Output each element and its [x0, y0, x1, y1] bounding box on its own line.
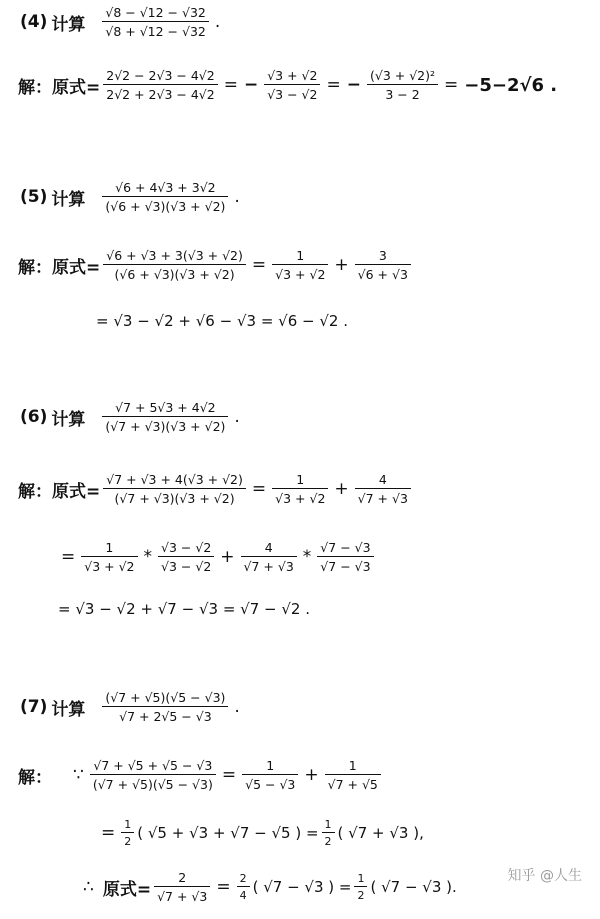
problem-5-simplification: = √3 − √2 + √6 − √3 = √6 − √2 . — [96, 312, 349, 330]
period: . — [214, 12, 221, 32]
problem-7-question — [20, 690, 243, 724]
term-f-numerator: 2 — [178, 870, 187, 885]
equals-sign: = — [101, 823, 116, 843]
fraction-bar — [102, 196, 228, 197]
plus-sign: + — [304, 765, 319, 785]
problem-6-verb: 计算 — [51, 409, 86, 430]
conjugate-d-fraction — [317, 540, 373, 574]
problem-7-line-2 — [98, 818, 424, 848]
half-denominator: 2 — [124, 835, 132, 848]
term-b-denominator: √7 + √5 — [327, 777, 378, 792]
problem-4-denominator: √8 + √12 − √32 — [105, 24, 206, 39]
problem-7-fraction — [102, 690, 228, 724]
problem-7-label: (7) — [20, 697, 48, 717]
fraction-bar — [241, 556, 297, 557]
problem-5-fraction — [102, 180, 228, 214]
problem-6-solution — [18, 472, 414, 506]
problem-6-line-2 — [58, 540, 377, 574]
half-fraction — [121, 818, 134, 848]
problem-4-numerator: √8 − √12 − √32 — [105, 5, 206, 20]
problem-7-line-3 — [80, 870, 457, 904]
therefore-symbol: ∴ — [83, 877, 94, 897]
fraction-bar — [325, 774, 381, 775]
problem-7-line-3-end: ( √7 − √3 ). — [370, 878, 457, 896]
term-a-denominator: √3 + √2 — [275, 491, 326, 506]
term-a-fraction — [272, 248, 328, 282]
step-3-fraction — [367, 68, 438, 102]
half-denominator: 2 — [324, 835, 332, 848]
step-2-denominator: √3 − √2 — [267, 87, 318, 102]
term-a-numerator: 1 — [266, 758, 275, 773]
half-denominator: 2 — [357, 889, 365, 902]
term-g-denominator: 4 — [239, 889, 247, 902]
fraction-bar — [322, 832, 335, 833]
problem-7-verb: 计算 — [51, 699, 86, 720]
solution-label: 解：原式= — [18, 77, 101, 98]
problem-4-label: (4) — [20, 12, 48, 32]
conjugate-c-numerator: √3 − √2 — [161, 540, 212, 555]
step-1-fraction — [90, 758, 216, 792]
fraction-bar — [355, 488, 411, 489]
term-a-fraction — [242, 758, 298, 792]
fraction-bar — [103, 264, 246, 265]
fraction-bar — [242, 774, 298, 775]
watermark: 知乎 @人生 — [507, 868, 582, 884]
problem-6-simplification: = √3 − √2 + √7 − √3 = √7 − √2 . — [58, 600, 311, 618]
term-f-denominator: √7 + √3 — [157, 889, 208, 904]
step-1-numerator: √7 + √5 + √5 − √3 — [93, 758, 213, 773]
fraction-bar — [102, 21, 209, 22]
multiply-sign: * — [302, 547, 312, 567]
problem-7-line-2-middle: ( √5 + √3 + √7 − √5 ) = — [137, 824, 319, 842]
term-a-denominator: √5 − √3 — [245, 777, 296, 792]
fraction-bar — [264, 84, 320, 85]
problem-5-solution — [18, 248, 414, 282]
fraction-bar — [102, 416, 228, 417]
problem-4-question — [20, 5, 223, 39]
fraction-bar — [121, 832, 134, 833]
problem-5-numerator: √6 + 4√3 + 3√2 — [115, 180, 216, 195]
term-f-fraction — [154, 870, 210, 904]
fraction-bar — [367, 84, 438, 85]
term-b-numerator: 4 — [264, 540, 273, 555]
problem-7-numerator: (√7 + √5)(√5 − √3) — [105, 690, 226, 705]
step-1-numerator: 2√2 − 2√3 − 4√2 — [106, 68, 215, 83]
term-b-fraction — [355, 248, 411, 282]
term-b-denominator: √7 + √3 — [357, 491, 408, 506]
term-b-numerator: 4 — [378, 472, 387, 487]
multiply-sign: * — [143, 547, 153, 567]
equals-sign: = — [326, 75, 341, 95]
plus-sign: + — [334, 479, 349, 499]
equals-sign: = — [444, 75, 459, 95]
half-numerator: 1 — [357, 872, 365, 885]
fraction-bar — [237, 886, 250, 887]
because-symbol: ∵ — [73, 765, 84, 785]
term-b-numerator: 3 — [378, 248, 387, 263]
step-2-fraction — [264, 68, 320, 102]
term-g-fraction — [237, 872, 250, 902]
problem-4-verb: 计算 — [51, 14, 86, 35]
solution-label: 解： — [18, 767, 52, 788]
conjugate-c-fraction — [158, 540, 214, 574]
fraction-bar — [317, 556, 373, 557]
minus-sign: − — [346, 75, 361, 95]
step-3-denominator: 3 − 2 — [385, 87, 420, 102]
step-3-numerator: (√3 + √2)² — [369, 68, 436, 83]
conjugate-d-numerator: √7 − √3 — [320, 540, 371, 555]
term-a-numerator: 1 — [296, 248, 305, 263]
half-fraction — [354, 872, 367, 902]
equals-sign: = — [61, 547, 76, 567]
solution-label: 解：原式= — [18, 257, 101, 278]
fraction-bar — [103, 488, 246, 489]
fraction-bar — [81, 556, 137, 557]
equals-sign: = — [251, 255, 267, 275]
step-2-numerator: √3 + √2 — [267, 68, 318, 83]
problem-7-line-2-end: ( √7 + √3 ), — [337, 824, 424, 842]
problem-6-denominator: (√7 + √3)(√3 + √2) — [105, 419, 226, 434]
term-a-fraction — [272, 472, 328, 506]
term-a-fraction — [81, 540, 137, 574]
step-1-fraction — [103, 472, 246, 506]
fraction-bar — [272, 264, 328, 265]
term-a-numerator: 1 — [296, 472, 305, 487]
fraction-bar — [90, 774, 216, 775]
equals-sign: = — [216, 877, 231, 897]
step-1-denominator: (√6 + √3)(√3 + √2) — [114, 267, 235, 282]
step-1-denominator: (√7 + √3)(√3 + √2) — [114, 491, 235, 506]
solution-label: 解：原式= — [18, 481, 101, 502]
problem-6-line-3 — [58, 600, 310, 618]
step-1-numerator: √6 + √3 + 3(√3 + √2) — [106, 248, 243, 263]
plus-sign: + — [334, 255, 349, 275]
fraction-bar — [355, 264, 411, 265]
term-b-fraction — [241, 540, 297, 574]
step-1-fraction — [103, 248, 246, 282]
term-a-denominator: √3 + √2 — [84, 559, 135, 574]
problem-5-line-2 — [96, 312, 348, 330]
term-g-numerator: 2 — [239, 872, 247, 885]
problem-7-denominator: √7 + 2√5 − √3 — [119, 709, 212, 724]
period: . — [234, 697, 240, 717]
problem-5-verb: 计算 — [51, 189, 86, 210]
problem-4-result: −5−2√6 . — [464, 74, 558, 96]
term-b-denominator: √7 + √3 — [243, 559, 294, 574]
problem-7-line-3-middle: ( √7 − √3 ) = — [252, 878, 352, 896]
half-fraction — [322, 818, 335, 848]
conjugate-d-denominator: √7 − √3 — [320, 559, 371, 574]
problem-6-fraction — [102, 400, 228, 434]
term-b-denominator: √6 + √3 — [357, 267, 408, 282]
plus-sign: + — [220, 547, 235, 567]
fraction-bar — [102, 706, 228, 707]
problem-4-fraction — [102, 5, 209, 39]
half-numerator: 1 — [124, 818, 132, 831]
half-numerator: 1 — [324, 818, 332, 831]
minus-sign: − — [243, 75, 259, 95]
original-expression-label: 原式= — [102, 879, 152, 900]
term-a-denominator: √3 + √2 — [275, 267, 326, 282]
step-1-fraction — [103, 68, 217, 102]
problem-7-solution — [18, 758, 384, 792]
problem-5-denominator: (√6 + √3)(√3 + √2) — [105, 199, 226, 214]
equals-sign: = — [221, 765, 237, 785]
fraction-bar — [354, 886, 367, 887]
conjugate-c-denominator: √3 − √2 — [161, 559, 212, 574]
term-b-fraction — [325, 758, 381, 792]
fraction-bar — [103, 84, 217, 85]
period: . — [234, 407, 240, 427]
step-1-numerator: √7 + √3 + 4(√3 + √2) — [106, 472, 243, 487]
equals-sign: = — [251, 479, 267, 499]
problem-6-label: (6) — [20, 407, 48, 427]
fraction-bar — [272, 488, 328, 489]
term-a-numerator: 1 — [105, 540, 114, 555]
fraction-bar — [154, 886, 210, 887]
term-b-numerator: 1 — [348, 758, 357, 773]
equals-sign: = — [223, 75, 238, 95]
problem-5-label: (5) — [20, 187, 48, 207]
problem-5-question — [20, 180, 243, 214]
period: . — [234, 187, 240, 207]
term-b-fraction — [355, 472, 411, 506]
step-1-denominator: 2√2 + 2√3 − 4√2 — [106, 87, 215, 102]
problem-6-question — [20, 400, 243, 434]
step-1-denominator: (√7 + √5)(√5 − √3) — [92, 777, 213, 792]
problem-6-numerator: √7 + 5√3 + 4√2 — [115, 400, 216, 415]
fraction-bar — [158, 556, 214, 557]
problem-4-solution — [18, 68, 560, 102]
